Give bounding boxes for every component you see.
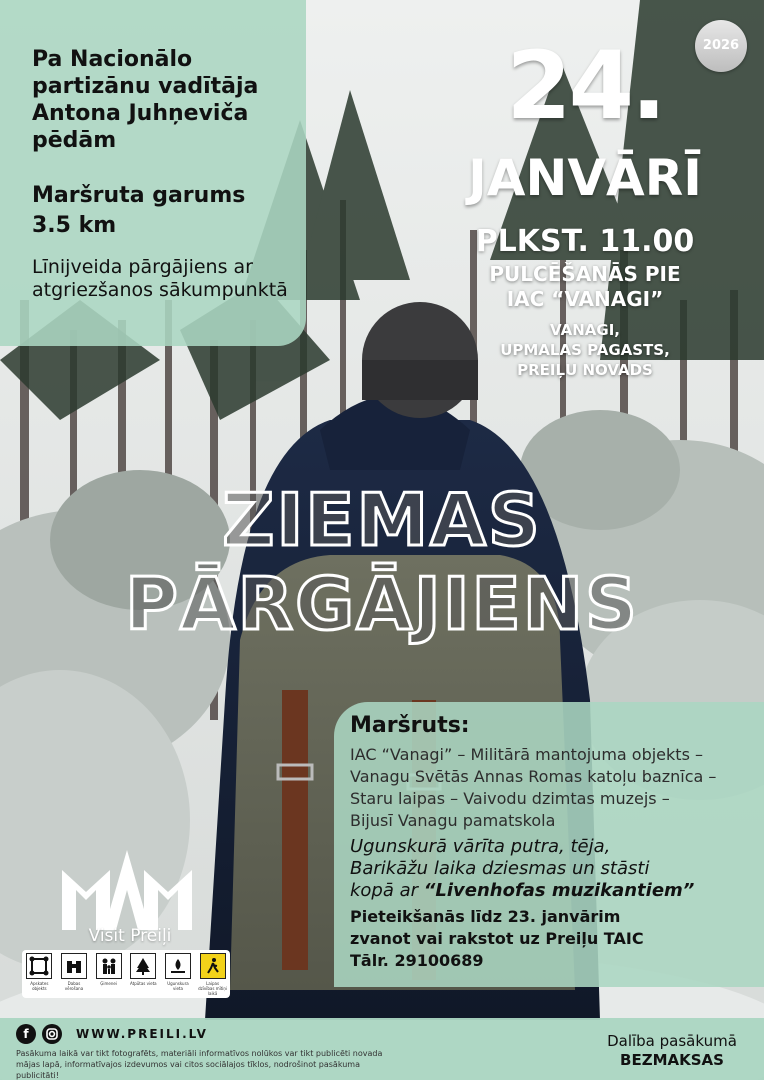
route-length-label: Maršruta garums	[32, 183, 246, 208]
address-line: PREIĻU NOVADS	[517, 361, 653, 379]
activity-label: Dabas vērošana	[64, 981, 84, 991]
instagram-icon[interactable]	[42, 1024, 62, 1044]
event-date-month: JANVĀRĪ	[468, 149, 702, 207]
route-map-icon	[26, 953, 52, 979]
campfire-icon	[165, 953, 191, 979]
route-stop-line: Vanagu Svētās Annas Romas katoļu baznīca –	[350, 767, 717, 786]
meeting-point	[420, 262, 750, 312]
visit-preili-logo	[52, 830, 202, 938]
program-line	[350, 880, 760, 902]
event-time: PLKST. 11.00	[475, 224, 695, 259]
route-stop-line: Bijusī Vanagu pamatskola	[350, 811, 556, 830]
activity-label: Atpūtas vieta	[129, 981, 157, 986]
activity-sightseeing	[25, 953, 54, 991]
visit-preili-label: Visit Preiļi	[88, 926, 172, 946]
program-description	[350, 836, 760, 902]
facebook-icon[interactable]: f	[16, 1024, 36, 1044]
year-badge: 2026	[695, 20, 747, 72]
program-line: Barikāžu laika dziesmas un stāsti	[350, 858, 650, 879]
route-title: Maršruts:	[350, 713, 470, 738]
registration-line: zvanot vai rakstot uz Preiļu TAIC	[350, 929, 644, 948]
address-line: VANAGI,	[550, 321, 620, 339]
hiking-icon	[200, 953, 226, 979]
photo-disclaimer: Pasākuma laikā var tikt fotografēts, materiāli informatīvos nolūkos var tikt publicēti novada mājas lapā, informatīvajos izdevumos vai citos sociālajos tīklos, nodrošinot pasākuma publicitāti!	[16, 1049, 383, 1080]
activity-icons-strip	[22, 950, 230, 998]
tree-icon	[130, 953, 156, 979]
activity-label: Apskates objekts	[30, 981, 49, 991]
participation-label: Dalība pasākumā	[607, 1032, 737, 1050]
website-link[interactable]: WWW.PREILI.LV	[76, 1027, 208, 1041]
route-type-description: Līnijveida pārgājiens ar atgriezšanos sākumpunktā	[32, 256, 288, 301]
route-length-value: 3.5 km	[32, 213, 117, 238]
activity-family	[94, 953, 123, 986]
activity-label: Laipas dzīvības mītiņi laikā	[198, 981, 228, 996]
social-links	[16, 1024, 208, 1044]
registration-info	[350, 906, 760, 972]
activity-label: Ugunskura vieta	[167, 981, 189, 991]
binoculars-icon	[61, 953, 87, 979]
meeting-line: IAC “VANAGI”	[506, 287, 664, 311]
activity-label: Ģimenei	[100, 981, 117, 986]
intro-title: Pa Nacionālo partizānu vadītāja Antona Juhņeviča pēdām	[32, 47, 259, 153]
program-line-prefix: kopā ar	[350, 880, 424, 901]
headline-line: ZIEMAS	[222, 478, 542, 562]
program-line: Ugunskurā vārīta putra, tēja,	[350, 836, 611, 857]
headline-line: PĀRGĀJIENS	[125, 562, 639, 646]
route-stops	[350, 744, 760, 832]
musicians-name: “Livenhofas muzikantiem”	[423, 880, 695, 901]
poster-headline	[0, 478, 764, 646]
route-stop-line: IAC “Vanagi” – Militārā mantojuma objekts –	[350, 745, 703, 764]
address-line: UPMALAS PAGASTS,	[500, 341, 670, 359]
route-stop-line: Staru laipas – Vaivodu dzimtas muzejs –	[350, 789, 670, 808]
activity-nature	[59, 953, 88, 991]
family-icon	[96, 953, 122, 979]
activity-campfire	[163, 953, 192, 991]
registration-phone: Tālr. 29100689	[350, 951, 484, 970]
registration-line: Pieteikšanās līdz 23. janvārim	[350, 907, 621, 926]
participation-fee: BEZMAKSAS	[620, 1051, 724, 1069]
event-address	[420, 320, 750, 380]
event-date-day: 24.	[506, 32, 664, 141]
meeting-line: PULCĒŠANĀS PIE	[489, 262, 681, 286]
activity-hiking	[198, 953, 227, 996]
activity-rest	[129, 953, 158, 986]
